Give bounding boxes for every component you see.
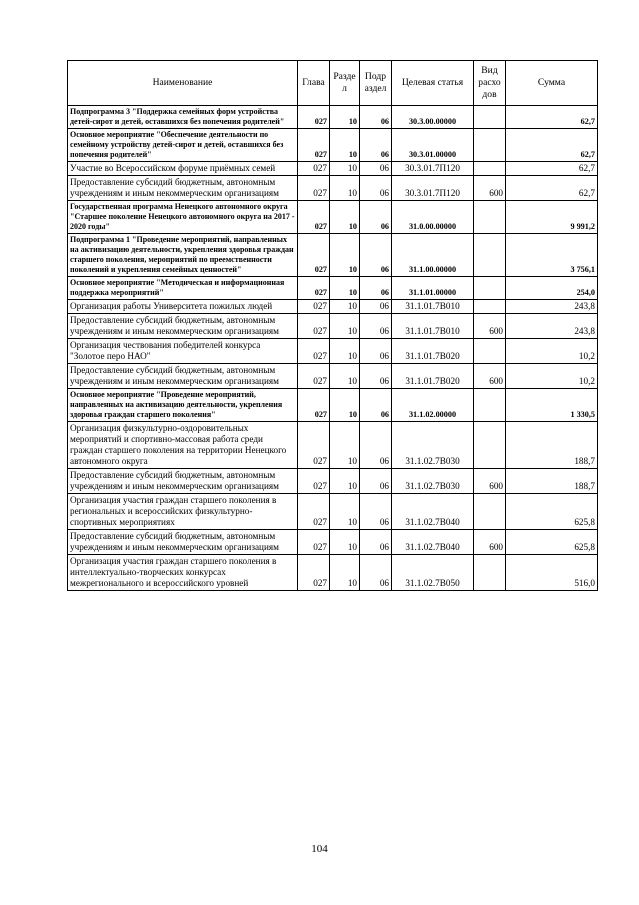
header-chapter: Глава	[298, 61, 330, 106]
cell-expense-type	[474, 422, 506, 469]
cell-subsection: 06	[360, 201, 392, 234]
cell-subsection: 06	[360, 530, 392, 555]
cell-chapter: 027	[298, 422, 330, 469]
cell-section: 10	[330, 234, 360, 277]
cell-subsection: 06	[360, 277, 392, 300]
cell-subsection: 06	[360, 234, 392, 277]
cell-section: 10	[330, 530, 360, 555]
cell-target: 31.1.02.7В030	[392, 469, 474, 494]
cell-chapter: 027	[298, 106, 330, 129]
cell-target: 31.1.02.7В030	[392, 422, 474, 469]
cell-name: Предоставление субсидий бюджетным, автономным учреждениям и иным некоммерческим организациям	[68, 530, 298, 555]
cell-amount: 516,0	[506, 555, 598, 591]
cell-chapter: 027	[298, 339, 330, 364]
cell-amount: 62,7	[506, 176, 598, 201]
cell-name: Основное мероприятие "Методическая и информационная поддержка мероприятий"	[68, 277, 298, 300]
cell-amount: 1 330,5	[506, 389, 598, 422]
cell-target: 31.1.02.7В040	[392, 494, 474, 530]
cell-target: 31.1.01.7В010	[392, 300, 474, 314]
cell-section: 10	[330, 389, 360, 422]
cell-target: 31.1.02.00000	[392, 389, 474, 422]
cell-expense-type: 600	[474, 314, 506, 339]
table-row	[68, 129, 598, 162]
cell-target: 30.3.01.7П120	[392, 162, 474, 176]
cell-amount: 188,7	[506, 422, 598, 469]
cell-section: 10	[330, 494, 360, 530]
cell-amount: 243,8	[506, 300, 598, 314]
cell-expense-type	[474, 277, 506, 300]
cell-expense-type	[474, 234, 506, 277]
cell-amount: 625,8	[506, 530, 598, 555]
cell-subsection: 06	[360, 162, 392, 176]
cell-target: 31.1.00.00000	[392, 234, 474, 277]
cell-name: Основное мероприятие "Проведение мероприятий, направленных на активизацию деятельности, укрепления здоровья граждан старшего поколения"	[68, 389, 298, 422]
cell-name: Подпрограмма 3 "Поддержка семейных форм устройства детей-сирот и детей, оставшихся без попечения родителей"	[68, 106, 298, 129]
table-row	[68, 314, 598, 339]
cell-section: 10	[330, 176, 360, 201]
cell-section: 10	[330, 339, 360, 364]
cell-section: 10	[330, 106, 360, 129]
cell-expense-type: 600	[474, 469, 506, 494]
cell-chapter: 027	[298, 494, 330, 530]
cell-amount: 254,0	[506, 277, 598, 300]
cell-amount: 10,2	[506, 364, 598, 389]
cell-name: Предоставление субсидий бюджетным, автономным учреждениям и иным некоммерческим организациям	[68, 314, 298, 339]
header-name: Наименование	[68, 61, 298, 106]
cell-expense-type: 600	[474, 364, 506, 389]
header-target: Целевая статья	[392, 61, 474, 106]
cell-name: Организация работы Университета пожилых людей	[68, 300, 298, 314]
table-row	[68, 234, 598, 277]
cell-chapter: 027	[298, 176, 330, 201]
table-row	[68, 106, 598, 129]
cell-target: 31.1.01.00000	[392, 277, 474, 300]
budget-table	[67, 60, 598, 591]
table-row	[68, 176, 598, 201]
table-row	[68, 422, 598, 469]
table-row	[68, 277, 598, 300]
cell-name: Государственная программа Ненецкого автономного округа "Старшее поколение Ненецкого автономного округа на 2017 - 2020 годы"	[68, 201, 298, 234]
cell-amount: 243,8	[506, 314, 598, 339]
cell-subsection: 06	[360, 106, 392, 129]
cell-section: 10	[330, 314, 360, 339]
header-subsection: Подр аздел	[360, 61, 392, 106]
cell-expense-type: 600	[474, 530, 506, 555]
cell-amount: 9 991,2	[506, 201, 598, 234]
table-row	[68, 201, 598, 234]
cell-section: 10	[330, 469, 360, 494]
cell-chapter: 027	[298, 201, 330, 234]
cell-name: Организация чествования победителей конкурса "Золотое перо НАО"	[68, 339, 298, 364]
cell-subsection: 06	[360, 469, 392, 494]
cell-amount: 625,8	[506, 494, 598, 530]
cell-subsection: 06	[360, 339, 392, 364]
cell-target: 31.1.01.7В020	[392, 339, 474, 364]
table-row	[68, 389, 598, 422]
cell-subsection: 06	[360, 555, 392, 591]
cell-expense-type	[474, 389, 506, 422]
cell-expense-type	[474, 162, 506, 176]
table-row	[68, 494, 598, 530]
cell-target: 30.3.01.7П120	[392, 176, 474, 201]
table-header-row	[68, 61, 598, 106]
header-amount: Сумма	[506, 61, 598, 106]
cell-expense-type	[474, 494, 506, 530]
table-row	[68, 530, 598, 555]
cell-target: 30.3.00.00000	[392, 106, 474, 129]
cell-chapter: 027	[298, 469, 330, 494]
table-row	[68, 555, 598, 591]
cell-expense-type	[474, 106, 506, 129]
cell-chapter: 027	[298, 129, 330, 162]
cell-chapter: 027	[298, 162, 330, 176]
cell-section: 10	[330, 129, 360, 162]
cell-target: 31.0.00.00000	[392, 201, 474, 234]
table-row	[68, 469, 598, 494]
cell-subsection: 06	[360, 314, 392, 339]
cell-subsection: 06	[360, 422, 392, 469]
cell-chapter: 027	[298, 300, 330, 314]
table-body	[68, 106, 598, 591]
cell-name: Организация физкультурно-оздоровительных мероприятий и спортивно-массовая работа среди граждан старшего поколения на территории Ненецкого автономного округа	[68, 422, 298, 469]
cell-section: 10	[330, 277, 360, 300]
cell-amount: 3 756,1	[506, 234, 598, 277]
cell-name: Организация участия граждан старшего поколения в интеллектуально-творческих конкурсах межрегионального и всероссийского уровней	[68, 555, 298, 591]
cell-name: Участие во Всероссийском форуме приёмных семей	[68, 162, 298, 176]
cell-expense-type	[474, 201, 506, 234]
cell-subsection: 06	[360, 300, 392, 314]
cell-chapter: 027	[298, 364, 330, 389]
cell-expense-type	[474, 339, 506, 364]
cell-name: Предоставление субсидий бюджетным, автономным учреждениям и иным некоммерческим организациям	[68, 469, 298, 494]
cell-section: 10	[330, 201, 360, 234]
cell-chapter: 027	[298, 314, 330, 339]
cell-section: 10	[330, 555, 360, 591]
cell-expense-type	[474, 129, 506, 162]
cell-amount: 188,7	[506, 469, 598, 494]
cell-subsection: 06	[360, 129, 392, 162]
cell-subsection: 06	[360, 494, 392, 530]
cell-amount: 62,7	[506, 129, 598, 162]
cell-name: Основное мероприятие "Обеспечение деятельности по семейному устройству детей-сирот и детей, оставшихся без попечения родителей"	[68, 129, 298, 162]
page-number: 104	[311, 843, 328, 855]
cell-subsection: 06	[360, 176, 392, 201]
cell-expense-type	[474, 300, 506, 314]
cell-target: 31.1.01.7В010	[392, 314, 474, 339]
cell-expense-type: 600	[474, 176, 506, 201]
cell-chapter: 027	[298, 530, 330, 555]
cell-name: Подпрограмма 1 "Проведение мероприятий, направленных на активизацию деятельности, укрепления здоровья граждан старшего поколения, мероприятий по преемственности поколений и укрепления семейных ценностей"	[68, 234, 298, 277]
cell-chapter: 027	[298, 234, 330, 277]
header-expense-type: Вид расхо дов	[474, 61, 506, 106]
cell-target: 30.3.01.00000	[392, 129, 474, 162]
cell-name: Организация участия граждан старшего поколения в региональных и всероссийских физкультурно-спортивных мероприятиях	[68, 494, 298, 530]
cell-subsection: 06	[360, 389, 392, 422]
cell-section: 10	[330, 300, 360, 314]
cell-subsection: 06	[360, 364, 392, 389]
cell-chapter: 027	[298, 555, 330, 591]
table-row	[68, 162, 598, 176]
cell-section: 10	[330, 422, 360, 469]
header-section: Разде л	[330, 61, 360, 106]
cell-chapter: 027	[298, 389, 330, 422]
cell-name: Предоставление субсидий бюджетным, автономным учреждениям и иным некоммерческим организациям	[68, 364, 298, 389]
cell-amount: 62,7	[506, 106, 598, 129]
cell-name: Предоставление субсидий бюджетным, автономным учреждениям и иным некоммерческим организациям	[68, 176, 298, 201]
cell-section: 10	[330, 364, 360, 389]
cell-target: 31.1.02.7В040	[392, 530, 474, 555]
cell-expense-type	[474, 555, 506, 591]
table-row	[68, 300, 598, 314]
cell-section: 10	[330, 162, 360, 176]
table-row	[68, 364, 598, 389]
cell-target: 31.1.01.7В020	[392, 364, 474, 389]
cell-target: 31.1.02.7В050	[392, 555, 474, 591]
cell-chapter: 027	[298, 277, 330, 300]
cell-amount: 62,7	[506, 162, 598, 176]
cell-amount: 10,2	[506, 339, 598, 364]
table-row	[68, 339, 598, 364]
